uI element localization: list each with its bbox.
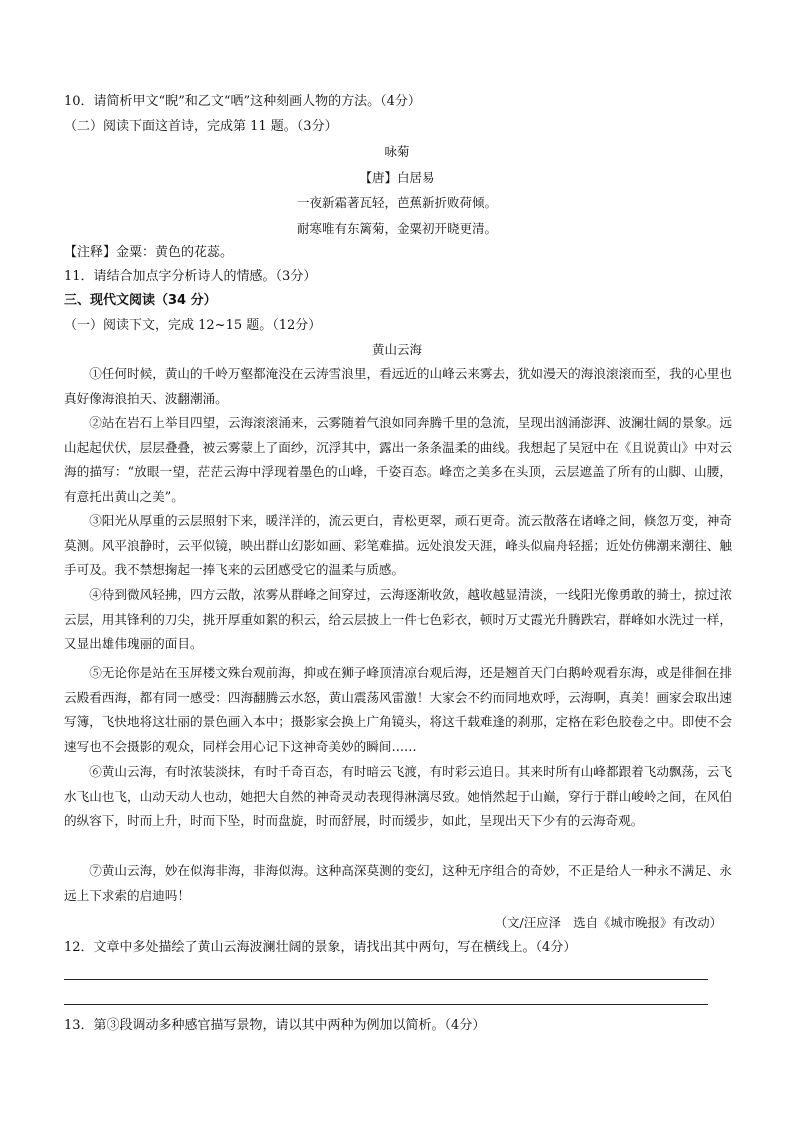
poem-author: 【唐】白居易 [359,170,435,185]
article-title: 黄山云海 [371,342,422,357]
article-paragraph-3: ③阳光从厚重的云层照射下来，暖洋洋的，流云更白，青松更翠，顽石更奇。流云散落在诸峰之间，倏忽万变，神奇莫测。风平浪静时，云平似镜，映出群山幻影如画、彩笔难描。远处浪发天涯，峰头似扁舟轻摇；近处仿佛潮来潮往、触手可及。我不禁想掬起一捧飞来的云团感受它的温柔与质感。 [64,513,732,577]
poem-line-1: 一夜新霜著瓦轻，芭蕉新折败荷倾。 [296,195,497,210]
answer-line-2[interactable] [64,1004,708,1005]
section-2-heading: （二）阅读下面这首诗，完成第 11 题。（3分） [64,119,338,134]
poem-note: 【注释】金粟：黄色的花蕊。 [64,245,234,260]
article-paragraph-4: ④待到微风轻拂，四方云散，浓雾从群峰之间穿过，云海逐渐收敛，越收越显清淡，一线阳光像勇敢的骑士，掠过浓云层，用其锋利的刀尖，挑开厚重如絮的积云，给云层披上一件七色彩衣，顿时万丈霞光升腾跌宕，群峰如水洗过一样，又显出雄伟瑰丽的面目。 [64,587,732,651]
part-3-heading: 三、现代文阅读（34 分） [64,293,217,308]
question-10: 10．请简析甲文“睨”和乙文“哂”这种刻画人物的方法。（4分） [64,94,421,109]
poem-title: 咏菊 [384,144,410,159]
section-1-heading: （一）阅读下文，完成 12~15 题。（12分） [64,318,322,333]
answer-line-1[interactable] [64,979,708,980]
article-paragraph-2: ②站在岩石上举目四望，云海滚滚涌来，云雾随着气浪如同奔腾千里的急流，呈现出汹涌澎湃、波澜壮阔的景象。远山起起伏伏，层层叠叠，被云雾蒙上了面纱，沉浮其中，露出一条条温柔的曲线。我想起了吴冠中在《且说黄山》中对云海的描写：“放眼一望，茫茫云海中浮现着墨色的山峰，千姿百态。峰峦之美多在头顶，云层遮盖了所有的山脚、山腰，有意托出黄山之美”。 [64,415,732,504]
poem-line-2: 耐寒唯有东篱菊，金粟初开晓更清。 [296,221,497,236]
article-paragraph-1: ①任何时候，黄山的千岭万壑都淹没在云涛雪浪里，看远近的山峰云来雾去，犹如漫天的海浪滚滚而至，我的心里也真好像海浪拍天、波翻潮涌。 [64,366,732,406]
article-source: （文/汪应泽 选自《城市晚报》有改动） [494,915,722,930]
article-paragraph-7: ⑦黄山云海，妙在似海非海，非海似海。这种高深莫测的变幻，这种无序组合的奇妙，不正是给人一种永不满足、永远上下求索的启迪吗！ [64,863,732,903]
question-13: 13．第③段调动多种感官描写景物，请以其中两种为例加以简析。（4分） [64,1018,486,1033]
question-12: 12．文章中多处描绘了黄山云海波澜壮阔的景象，请找出其中两句，写在横线上。（4分） [64,940,577,955]
article-paragraph-6: ⑥黄山云海，有时浓装淡抹，有时千奇百态，有时暗云飞渡，有时彩云追日。其来时所有山峰都跟着飞动飘荡，云飞水飞山也飞，山动天动人也动，她把大自然的神奇灵动表现得淋漓尽致。她悄然起于山巅，穿行于群山峻岭之间，在风伯的纵容下，时而上升，时而下坠，时而盘旋，时而舒展，时而缓步，如此，呈现出天下少有的云海奇观。 [64,764,732,828]
article-paragraph-5: ⑤无论你是站在玉屏楼文殊台观前海，抑或在狮子峰顶清凉台观后海，还是翘首天门白鹅岭观看东海，或是徘徊在排云殿看西海，都有同一感受：四海翻腾云水怒，黄山震荡风雷激！大家会不约而同地欢呼，云海啊，真美！画家会取出速写簿，飞快地将这壮丽的景色画入本中；摄影家会换上广角镜头，将这千载难逢的刹那，定格在彩色胶卷之中。即使不会速写也不会摄影的观众，同样会用心记下这神奇美妙的瞬间…… [64,665,732,754]
question-11: 11．请结合加点字分析诗人的情感。（3分） [64,269,317,284]
